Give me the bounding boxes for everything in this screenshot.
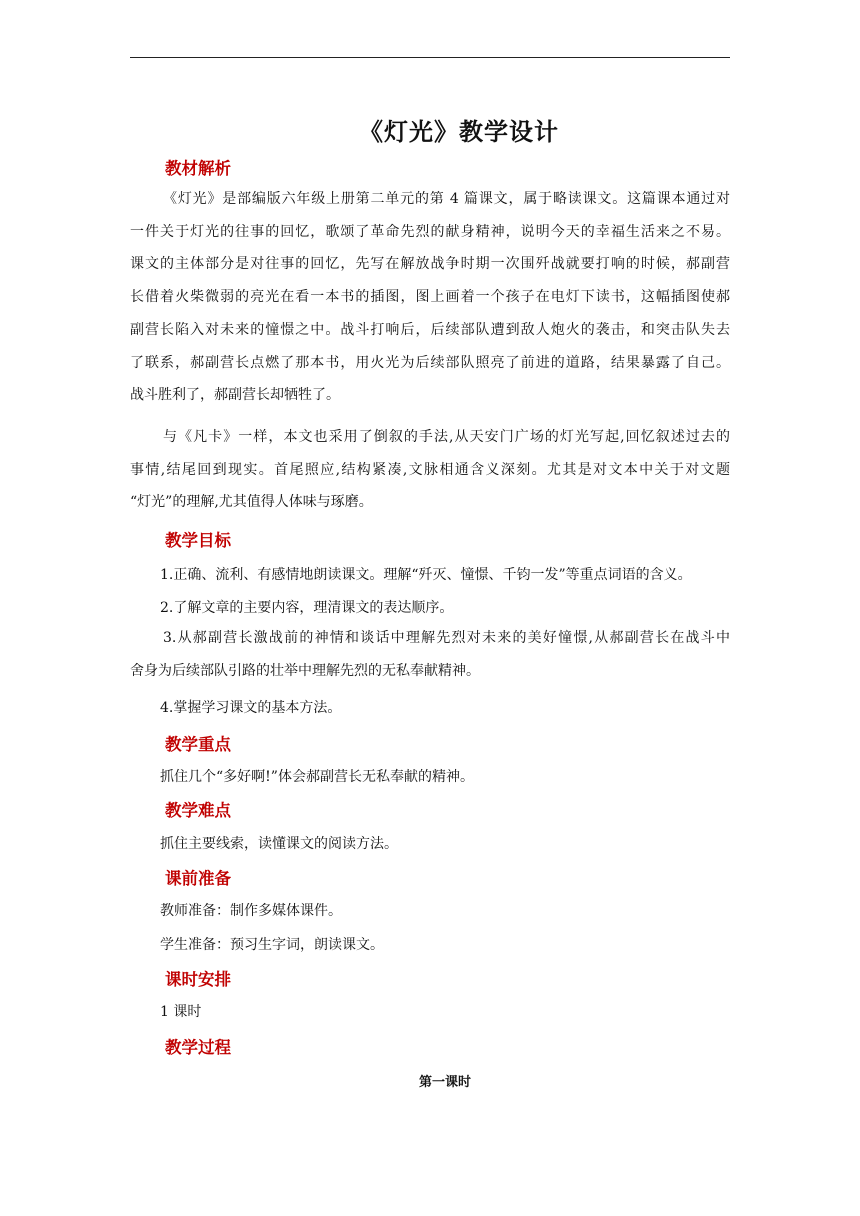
document-title: 《灯光》教学设计 <box>359 118 559 146</box>
goal-item-2: 2.了解文章的主要内容，理清课文的表达顺序。 <box>160 600 454 616</box>
paragraph-line: 事情,结尾回到现实。首尾照应,结构紧凑,文脉相通含义深刻。尤其是对文本中关于对文题 <box>130 461 730 478</box>
difficulty-text: 抓住主要线索，读懂课文的阅读方法。 <box>160 836 398 852</box>
section-heading-difficulty: 教学难点 <box>165 801 231 820</box>
paragraph-line: 课文的主体部分是对往事的回忆，先写在解放战争时期一次围歼战就要打响的时候，郝副营 <box>130 256 730 273</box>
goal-item-3 <box>130 622 730 687</box>
section-heading-goals: 教学目标 <box>165 531 231 550</box>
analysis-paragraph-1 <box>130 183 730 412</box>
goal-item-1: 1.正确、流利、有感情地朗读课文。理解“歼灭、憧憬、千钧一发”等重点词语的含义。 <box>160 567 692 583</box>
section-heading-prep: 课前准备 <box>165 869 231 888</box>
goal-item-4: 4.掌握学习课文的基本方法。 <box>160 700 342 716</box>
paragraph-line: 了联系，郝副营长点燃了那本书，用火光为后续部队照亮了前进的道路，结果暴露了自己。 <box>130 354 730 371</box>
paragraph-line: “灯光”的理解,尤其值得人体味与琢磨。 <box>130 494 373 511</box>
section-heading-schedule: 课时安排 <box>165 970 231 989</box>
lesson-subheading: 第一课时 <box>418 1075 471 1090</box>
prep-student: 学生准备：预习生字词，朗读课文。 <box>160 937 384 953</box>
paragraph-line: 一件关于灯光的往事的回忆，歌颂了革命先烈的献身精神，说明今天的幸福生活来之不易。 <box>130 223 730 240</box>
analysis-paragraph-2 <box>130 421 730 519</box>
paragraph-line: 战斗胜利了，郝副营长却牺牲了。 <box>130 387 340 404</box>
paragraph-line: 长借着火柴微弱的亮光在看一本书的插图，图上画着一个孩子在电灯下读书，这幅插图使郝 <box>130 289 730 306</box>
prep-teacher: 教师准备：制作多媒体课件。 <box>160 903 342 919</box>
focus-text: 抓住几个“多好啊!”体会郝副营长无私奉献的精神。 <box>160 769 474 785</box>
paragraph-line: 3.从郝副营长激战前的神情和谈话中理解先烈对未来的美好憧憬,从郝副营长在战斗中 <box>163 630 730 646</box>
paragraph-line: 《灯光》是部编版六年级上册第二单元的第 4 篇课文，属于略读课文。这篇课本通过对 <box>163 191 730 207</box>
schedule-text: 1 课时 <box>160 1004 202 1020</box>
section-heading-process: 教学过程 <box>165 1038 231 1057</box>
section-heading-focus: 教学重点 <box>165 735 231 754</box>
paragraph-line: 副营长陷入对未来的憧憬之中。战斗打响后，后续部队遭到敌人炮火的袭击，和突击队失去 <box>130 321 730 338</box>
header-rule <box>130 57 730 58</box>
section-heading-analysis: 教材解析 <box>165 159 231 178</box>
paragraph-line: 舍身为后续部队引路的壮举中理解先烈的无私奉献精神。 <box>130 662 480 679</box>
paragraph-line: 与《凡卡》一样，本文也采用了倒叙的手法,从天安门广场的灯光写起,回忆叙述过去的 <box>163 429 730 445</box>
